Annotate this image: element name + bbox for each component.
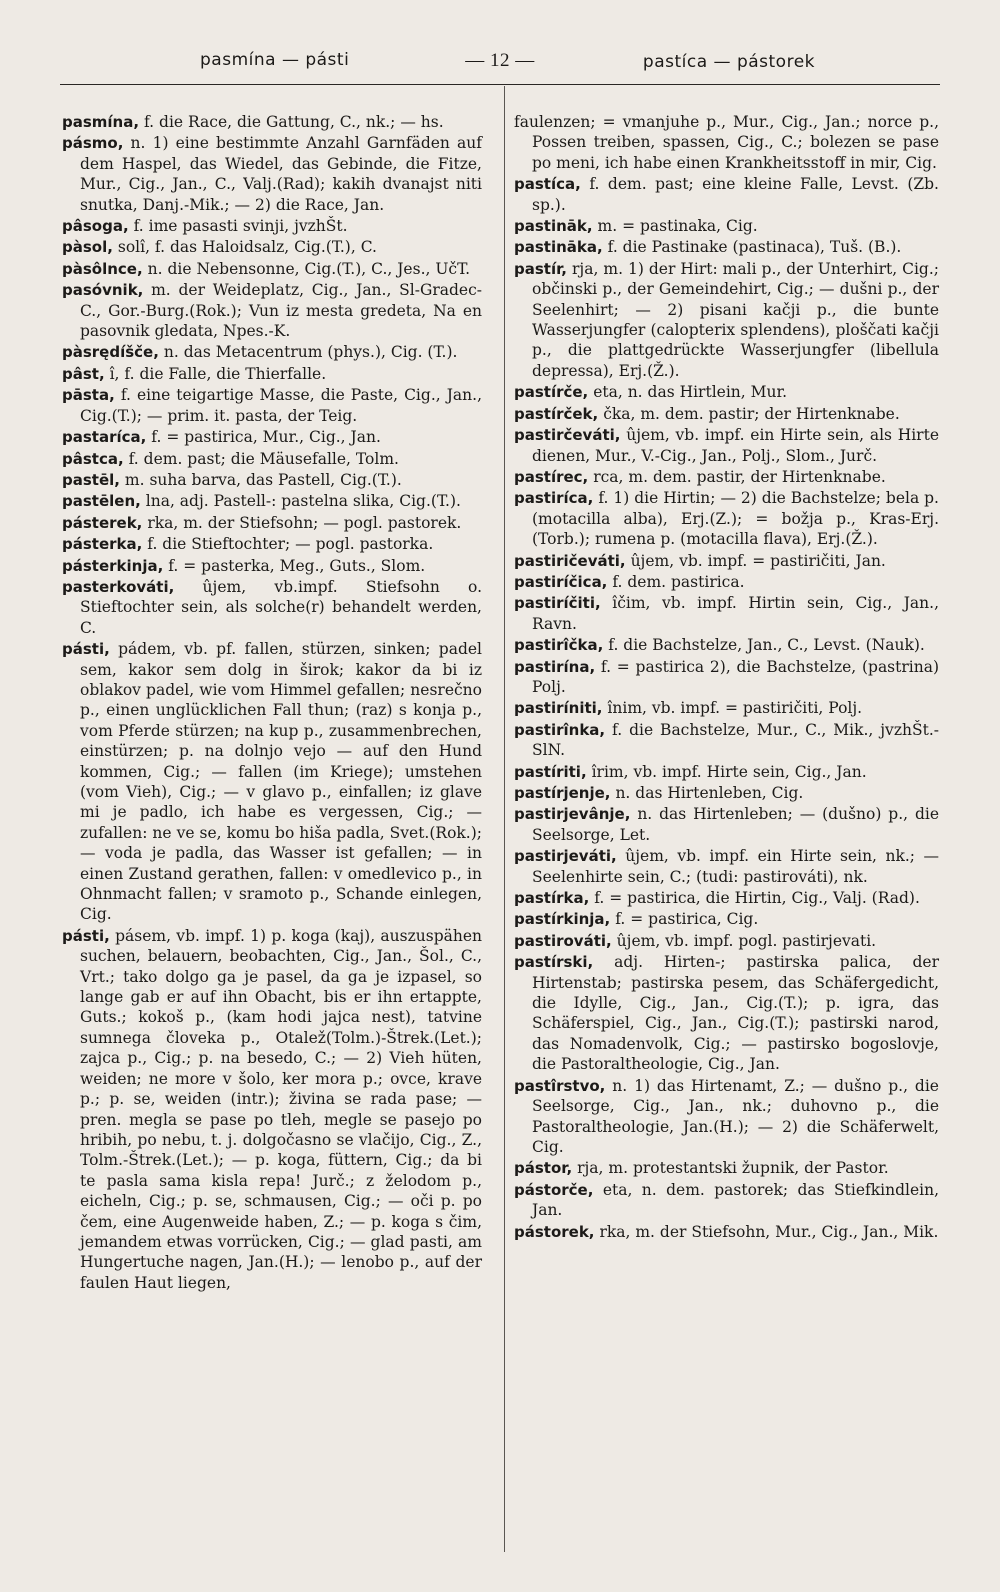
entry-definition: faulenzen; = vmanjuhe p., Mur., Cig., Jan.; norce p., Possen treiben, spassen, Cig., C.; bolezen se pase po meni, ich habe einen Krankheitsstoff in mir, Cig. xyxy=(514,113,939,172)
entry-definition: f. = pasterka, Meg., Guts., Slom. xyxy=(168,556,426,575)
entry-definition: f. die Race, die Gattung, C., nk.; — hs. xyxy=(144,113,444,131)
entry-headword: pâsoga, xyxy=(62,217,129,236)
entry-headword: pastināka, xyxy=(514,238,603,257)
dictionary-entry xyxy=(514,467,939,487)
entry-headword: pastirînka, xyxy=(514,720,606,739)
dictionary-entry xyxy=(514,931,939,951)
entry-headword: pástorek, xyxy=(514,1222,595,1241)
entry-headword: pásterek, xyxy=(62,513,143,532)
entry-headword: pastíca, xyxy=(514,175,581,194)
entry-definition: lna, adj. Pastell-: pastelna slika, Cig.(T.). xyxy=(145,492,461,511)
dictionary-entry xyxy=(514,1180,939,1221)
entry-definition: rka, m. der Stiefsohn, Mur., Cig., Jan., Mik. xyxy=(599,1222,939,1241)
dictionary-entry xyxy=(514,720,939,761)
entry-definition: rca, m. dem. pastir, der Hirtenknabe. xyxy=(593,467,886,486)
entry-definition: f. ime pasasti svinji, jvzhŠt. xyxy=(133,217,348,236)
entry-definition: rja, m. 1) der Hirt: mali p., der Unterhirt, Cig.; občinski p., der Gemeindehirt, Cig.; — dušni p., der Seelenhirt; — 2) pisani kačji p., die bunte Wasserjungfer (calopterix splendens), ploščati kačji p., die plattgedrückte Wasserjungfer (libellula depressa), Erj.(Ž.). xyxy=(532,259,940,380)
dictionary-entry xyxy=(62,534,482,554)
entry-headword: pastiríčiti, xyxy=(514,594,601,613)
entry-headword: pásti, xyxy=(62,926,110,945)
header-rule xyxy=(60,84,940,85)
entry-definition: f. = pastirica, Cig. xyxy=(615,910,759,929)
dictionary-entry xyxy=(514,888,939,908)
dictionary-entry xyxy=(62,449,482,469)
dictionary-entry xyxy=(514,174,939,215)
entry-headword: pastirjevânje, xyxy=(514,805,631,824)
entry-headword: pastiričeváti, xyxy=(514,551,626,570)
dictionary-entry xyxy=(514,216,939,236)
entry-headword: pasóvnik, xyxy=(62,281,144,300)
page-header xyxy=(60,46,940,76)
entry-definition: f. die Stieftochter; — pogl. pastorka. xyxy=(147,535,434,554)
entry-headword: pâst, xyxy=(62,364,105,383)
entry-definition: čka, m. dem. pastir; der Hirtenknabe. xyxy=(603,404,900,423)
page-number: — 12 — xyxy=(465,50,535,71)
entry-definition: ûjem, vb. impf. ein Hirte sein, nk.; — Seelenhirte sein, C.; (tudi: pastirováti), nk. xyxy=(532,847,939,886)
entry-headword: pâstca, xyxy=(62,449,124,468)
dictionary-entry xyxy=(62,491,482,511)
entry-headword: pásmo, xyxy=(62,134,124,153)
entry-definition: rka, m. der Stiefsohn; — pogl. pastorek. xyxy=(147,513,462,532)
entry-headword: pasterkováti, xyxy=(62,577,175,596)
dictionary-entry xyxy=(514,952,939,1074)
left-column xyxy=(62,112,482,1294)
entry-headword: pásti, xyxy=(62,640,110,659)
entry-definition: ûjem, vb.impf. Stiefsohn o. Stieftochter sein, als solche(r) behandelt werden, C. xyxy=(80,577,482,637)
header-right-guideword: pastíca — pástorek xyxy=(642,52,815,72)
entry-definition: f. die Bachstelze, Mur., C., Mik., jvzhŠt.-SlN. xyxy=(532,720,939,760)
entry-headword: pastirčeváti, xyxy=(514,426,621,445)
dictionary-entry xyxy=(514,237,939,257)
entry-definition: f. = pastirica, Mur., Cig., Jan. xyxy=(151,428,381,447)
dictionary-entry xyxy=(62,112,482,132)
entry-definition: f. = pastirica, die Hirtin, Cig., Valj. (Rad). xyxy=(594,889,920,908)
entry-headword: pastírka, xyxy=(514,889,590,908)
entry-definition: n. 1) das Hirtenamt, Z.; — dušno p., die Seelsorge, Cig., Jan., nk.; duhovno p., die Pastoraltheologie, Jan.(H.); — 2) die Schäferwelt, Cig. xyxy=(532,1076,939,1156)
entry-headword: pastirjeváti, xyxy=(514,847,617,866)
header-left-guideword: pasmína — pásti xyxy=(200,50,350,70)
dictionary-entry xyxy=(62,926,482,1293)
entry-definition: n. das Hirtenleben; — (dušno) p., die Seelsorge, Let. xyxy=(532,805,939,844)
dictionary-entry xyxy=(514,635,939,655)
dictionary-entry xyxy=(62,385,482,426)
entry-headword: pastiríčica, xyxy=(514,572,608,591)
dictionary-entry xyxy=(514,698,939,718)
dictionary-entry xyxy=(62,280,482,341)
entry-definition: n. das Metacentrum (phys.), Cig. (T.). xyxy=(163,343,458,362)
right-column xyxy=(514,112,939,1243)
dictionary-entry xyxy=(62,364,482,384)
dictionary-entry xyxy=(514,1222,939,1242)
entry-headword: pastirováti, xyxy=(514,931,612,950)
entry-definition: f. 1) die Hirtin; — 2) die Bachstelze; bela p. (motacilla alba), Erj.(Z.); = božja p., Kras-Erj.(Torb.); rumena p. (motacilla flava), Erj.(Ž.). xyxy=(532,489,939,549)
entry-definition: f. dem. past; die Mäusefalle, Tolm. xyxy=(128,449,399,468)
entry-definition: adj. Hirten-; pastirska palica, der Hirtenstab; pastirska pesem, das Schäfergedicht, die Idylle, Cig., Jan., Cig.(T.); p. igra, das Schäferspiel, Cig., Jan., Cig.(T.); pastirski narod, das Nomadenvolk, Cig.; — pastirsko bogoslovje, die Pastoraltheologie, Cig., Jan. xyxy=(532,953,939,1074)
entry-definition: n. das Hirtenleben, Cig. xyxy=(615,784,804,802)
dictionary-entry xyxy=(514,846,939,887)
dictionary-entry xyxy=(514,488,939,549)
entry-headword: pastírski, xyxy=(514,953,594,972)
entry-definition: f. die Bachstelze, Jan., C., Levst. (Nauk). xyxy=(608,636,925,655)
entry-headword: pastirîčka, xyxy=(514,636,604,655)
entry-headword: pastíriti, xyxy=(514,762,587,781)
entry-definition: m. der Weideplatz, Cig., Jan., Sl-Gradec-C., Gor.-Burg.(Rok.); Vun iz mesta gredeta, Na en pasovnik gledata, Npes.-K. xyxy=(80,281,482,341)
dictionary-entry xyxy=(62,577,482,638)
dictionary-entry xyxy=(62,556,482,576)
entry-headword: pastiríca, xyxy=(514,489,594,508)
entry-definition: rja, m. protestantski župnik, der Pastor. xyxy=(577,1159,889,1178)
entry-headword: pastaríca, xyxy=(62,428,147,447)
dictionary-entry xyxy=(514,382,939,402)
dictionary-entry xyxy=(514,551,939,571)
entry-headword: pastirína, xyxy=(514,657,596,676)
entry-headword: pastināk, xyxy=(514,217,593,236)
entry-definition: ûjem, vb. impf. = pastiričiti, Jan. xyxy=(630,551,886,570)
entry-definition: f. eine teigartige Masse, die Paste, Cig., Jan., Cig.(T.); — prim. it. pasta, der Teig. xyxy=(80,386,482,425)
dictionary-entry xyxy=(514,804,939,845)
dictionary-entry xyxy=(62,259,482,279)
entry-headword: pastírjenje, xyxy=(514,784,611,802)
entry-definition: m. suha barva, das Pastell, Cig.(T.). xyxy=(124,470,402,489)
column-divider xyxy=(504,86,505,1552)
dictionary-entry xyxy=(514,259,939,381)
dictionary-entry xyxy=(62,513,482,533)
entry-headword: pastírkinja, xyxy=(514,910,611,929)
entry-headword: pástor, xyxy=(514,1159,573,1178)
dictionary-entry xyxy=(514,572,939,592)
entry-definition: pádem, vb. pf. fallen, stürzen, sinken; padel sem, kakor sem dolg in širok; kakor da bi iz oblakov padel, wie vom Himmel gefallen; nesrečno p., einen unglücklichen Fall thun; (raz) s konja p., vom Pferde stürzen; na kup p., zusammenbrechen, einstürzen; p. na dolnjo vejo — auf den Hund kommen, Cig.; — fallen (im Kriege); umstehen (vom Vieh), Cig.; — v glavo p., einfallen; iz glave mi je padlo, ich habe es vergessen, Cig.; — zufallen: ne ve se, komu bo hiša padla, Svet.(Rok.); — voda je padla, das Wasser ist gefallen; — in einen Zustand gerathen, fallen: v omedlevico p., in Ohnmacht fallen; v sramoto p., Schande einlegen, Cig. xyxy=(80,640,483,924)
dictionary-entry xyxy=(514,1076,939,1158)
entry-headword: pasmína, xyxy=(62,113,140,131)
entry-headword: pàsôlnce, xyxy=(62,259,143,278)
dictionary-entry xyxy=(62,237,482,257)
dictionary-entry xyxy=(62,216,482,236)
entry-headword: pásterkinja, xyxy=(62,556,164,575)
dictionary-entry xyxy=(62,639,482,925)
entry-headword: pastírec, xyxy=(514,467,589,486)
entry-definition: pásem, vb. impf. 1) p. koga (kaj), auszuspähen suchen, belauern, beobachten, Cig., Jan., Šol., C., Vrt.; tako dolgo ga je pasel, da ga je izpasel, so lange gab er auf ihn Obacht, bis er ihn ertappte, Guts.; kokoš p., (kam hodi jajca nest), tatvine sumnega človeka p., Otalež(Tolm.)-Štrek.(Let.); zajca p., Cig.; p. na besedo, C.; — 2) Vieh hüten, weiden; ne more v šolo, ker mora p.; ovce, krave p.; p. se, weiden (intr.); živina se rada pase; — pren. megla se pase po tleh, megle se pasejo po hribih, po nebu, t. j. dolgočasno se vlačijo, Cig., Z., Tolm.-Štrek.(Let.); — p. koga, füttern, Cig.; da bi te pasla sama kisla repa! Jurč.; z želodom p., eicheln, Cig.; p. se, schmausen, Cig.; — oči p. po čem, eine Augenweide haben, Z.; — p. koga s čim, jemandem etwas vorrücken, Cig.; — glad pasti, am Hungertuche nagen, Jan.(H.); — lenobo p., auf der faulen Haut liegen, xyxy=(80,926,482,1292)
dictionary-entry xyxy=(514,1158,939,1178)
entry-definition: î, f. die Falle, die Thierfalle. xyxy=(109,364,327,383)
entry-definition: f. dem. past; eine kleine Falle, Levst. (Zb. sp.). xyxy=(532,175,939,214)
entry-headword: pástorče, xyxy=(514,1180,594,1199)
dictionary-entry xyxy=(514,909,939,929)
entry-definition: îrim, vb. impf. Hirte sein, Cig., Jan. xyxy=(591,762,867,781)
entry-definition: f. = pastirica 2), die Bachstelze, (pastrina) Polj. xyxy=(532,657,940,696)
entry-definition: solî, f. das Haloidsalz, Cig.(T.), C. xyxy=(117,238,377,257)
dictionary-entry xyxy=(514,425,939,466)
dictionary-entry xyxy=(514,657,939,698)
entry-definition: f. dem. pastirica. xyxy=(612,572,745,591)
entry-headword: pastiríniti, xyxy=(514,699,603,718)
dictionary-entry xyxy=(62,133,482,215)
entry-headword: pastír, xyxy=(514,259,567,278)
entry-headword: pastírče, xyxy=(514,383,589,402)
entry-definition: n. die Nebensonne, Cig.(T.), C., Jes., UčT. xyxy=(147,259,471,278)
entry-headword: pastēlen, xyxy=(62,492,141,511)
entry-definition: eta, n. das Hirtlein, Mur. xyxy=(593,383,788,402)
entry-definition: înim, vb. impf. = pastiričiti, Polj. xyxy=(607,699,863,718)
entry-definition: f. die Pastinake (pastinaca), Tuš. (B.). xyxy=(607,238,902,257)
dictionary-entry xyxy=(514,404,939,424)
entry-headword: pàsol, xyxy=(62,238,113,257)
dictionary-entry xyxy=(62,342,482,362)
dictionary-entry xyxy=(62,427,482,447)
entry-definition: îčim, vb. impf. Hirtin sein, Cig., Jan., Ravn. xyxy=(532,594,939,633)
entry-definition: n. 1) eine bestimmte Anzahl Garnfäden auf dem Haspel, das Wiedel, das Gebinde, die Fitze, Mur., Cig., Jan., C., Valj.(Rad); kakih dvanajst niti snutka, Danj.-Mik.; — 2) die Race, Jan. xyxy=(80,134,482,214)
dictionary-entry xyxy=(62,470,482,490)
dictionary-entry xyxy=(514,593,939,634)
entry-definition: ûjem, vb. impf. ein Hirte sein, als Hirte dienen, Mur., V.-Cig., Jan., Polj., Slom., Jurč. xyxy=(532,426,939,465)
entry-headword: pásterka, xyxy=(62,535,143,554)
entry-headword: pastēl, xyxy=(62,470,120,489)
entry-headword: pastîrstvo, xyxy=(514,1076,606,1095)
entry-headword: pàsrędíšče, xyxy=(62,343,159,362)
entry-headword: pastírček, xyxy=(514,404,599,423)
dictionary-entry xyxy=(514,762,939,782)
entry-headword: pāsta, xyxy=(62,386,115,405)
entry-definition: ûjem, vb. impf. pogl. pastirjevati. xyxy=(616,931,877,950)
entry-definition: eta, n. dem. pastorek; das Stiefkindlein, Jan. xyxy=(532,1180,939,1220)
dictionary-entry xyxy=(514,112,939,173)
dictionary-entry xyxy=(514,783,939,803)
entry-definition: m. = pastinaka, Cig. xyxy=(597,217,758,236)
